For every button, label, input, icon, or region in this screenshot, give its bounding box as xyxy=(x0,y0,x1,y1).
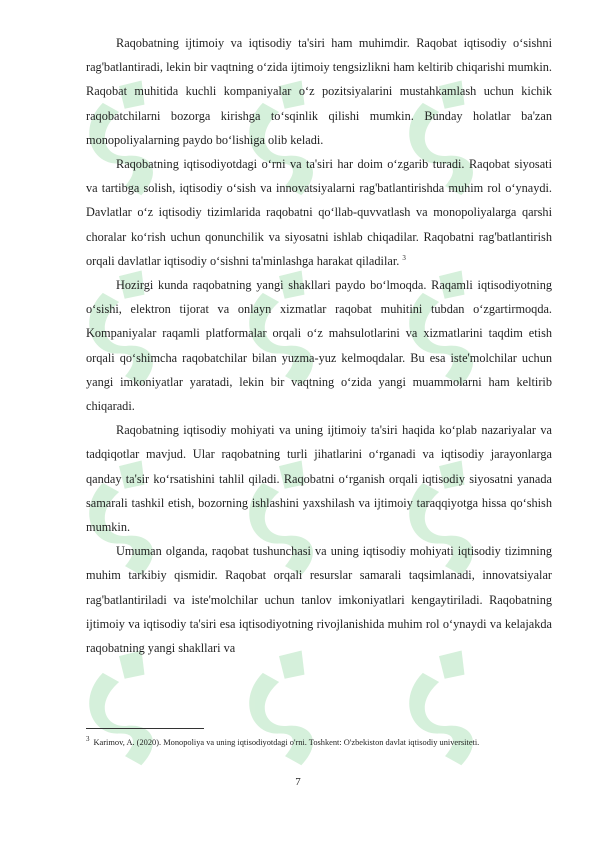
footnote-reference[interactable]: 3 xyxy=(402,253,406,262)
footnote xyxy=(86,734,552,751)
body-text xyxy=(86,31,552,660)
footnote-divider xyxy=(86,728,204,729)
paragraph-2-text: Raqobatning iqtisodiyotdagi o‘rni va ta'siri har doim o‘zgarib turadi. Raqobat siyosati va tartibga solish, iqtisodiy o‘sish va innovatsiyalarni rag'batlantirishda muhim rol o‘ynaydi. Davlatlar o‘z iqtisodiy tizimlarida raqobatni qo‘llab-quvvatlash va monopoliyalarga qarshi choralar ko‘rish uchun qonunchilik va siyosatni ishlab chiqadilar. Raqobatni rag'batlantirish orqali davlatlar iqtisodiy o‘sishni ta'minlashga harakat qiladilar. xyxy=(86,157,552,268)
paragraph-1: Raqobatning ijtimoiy va iqtisodiy ta'siri ham muhimdir. Raqobat iqtisodiy o‘sishni rag'batlantiradi, lekin bir vaqtning o‘zida ijtimoiy tengsizlikni ham keltirib chiqarishi mumkin. Raqobat muhitida kuchli kompaniyalar o‘z pozitsiyalarini mustahkamlash uchun kichik raqobatchilarni bozorga kirishga to‘sqinlik qilishi mumkin. Bunday holatlar ba'zan monopoliyalarning paydo bo‘lishiga olib keladi. xyxy=(86,36,552,147)
paragraph-2 xyxy=(86,152,552,273)
footnote-text: Karimov, A. (2020). Monopoliya va uning iqtisodiyotdagi o'rni. Toshkent: O'zbekiston davlat iqtisodiy universiteti. xyxy=(93,738,480,747)
paragraph-5: Umuman olganda, raqobat tushunchasi va uning iqtisodiy mohiyati iqtisodiy tizimning muhim tarkibiy qismidir. Raqobat orqali resurslar samarali taqsimlanadi, innovatsiyalar rag'batlantiriladi va iste'molchilar uchun tanlov imkoniyatlari kengaytiriladi. Raqobatning ijtimoiy va iqtisodiy ta'siri esa iqtisodiyotning rivojlanishida muhim rol o‘ynaydi va kelajakda raqobatning yangi shakllari va xyxy=(86,544,552,656)
page-number: 7 xyxy=(295,776,301,788)
paragraph-3: Hozirgi kunda raqobatning yangi shakllari paydo bo‘lmoqda. Raqamli iqtisodiyotning o‘sishi, elektron tijorat va onlayn xizmatlar raqobat muhitini tubdan o‘zgartirmoqda. Kompaniyalar raqamli platformalar orqali o‘z mahsulotlarini va xizmatlarini taqdim etish orqali qo‘shimcha raqobatchilar bilan yuzma-yuz kelmoqdalar. Bu esa iste'molchilar uchun yangi imkoniyatlar yaratadi, lekin bir vaqtning o‘zida yangi muammolarni ham keltirib chiqaradi. xyxy=(86,278,552,414)
paragraph-4: Raqobatning iqtisodiy mohiyati va uning ijtimoiy ta'siri haqida ko‘plab nazariyalar va tadqiqotlar mavjud. Ular raqobatning turli jihatlarini o‘rganadi va iqtisodiy jarayonlarga qanday ta'sir ko‘rsatishini tahlil qiladi. Raqobatni o‘rganish orqali iqtisodiy siyosatni yanada samarali tashkil etish, bozorning ishlashini yaxshilash va ijtimoiy taraqqiyotga hissa qo‘shish mumkin. xyxy=(86,423,552,535)
footnote-number: 3 xyxy=(86,735,90,744)
